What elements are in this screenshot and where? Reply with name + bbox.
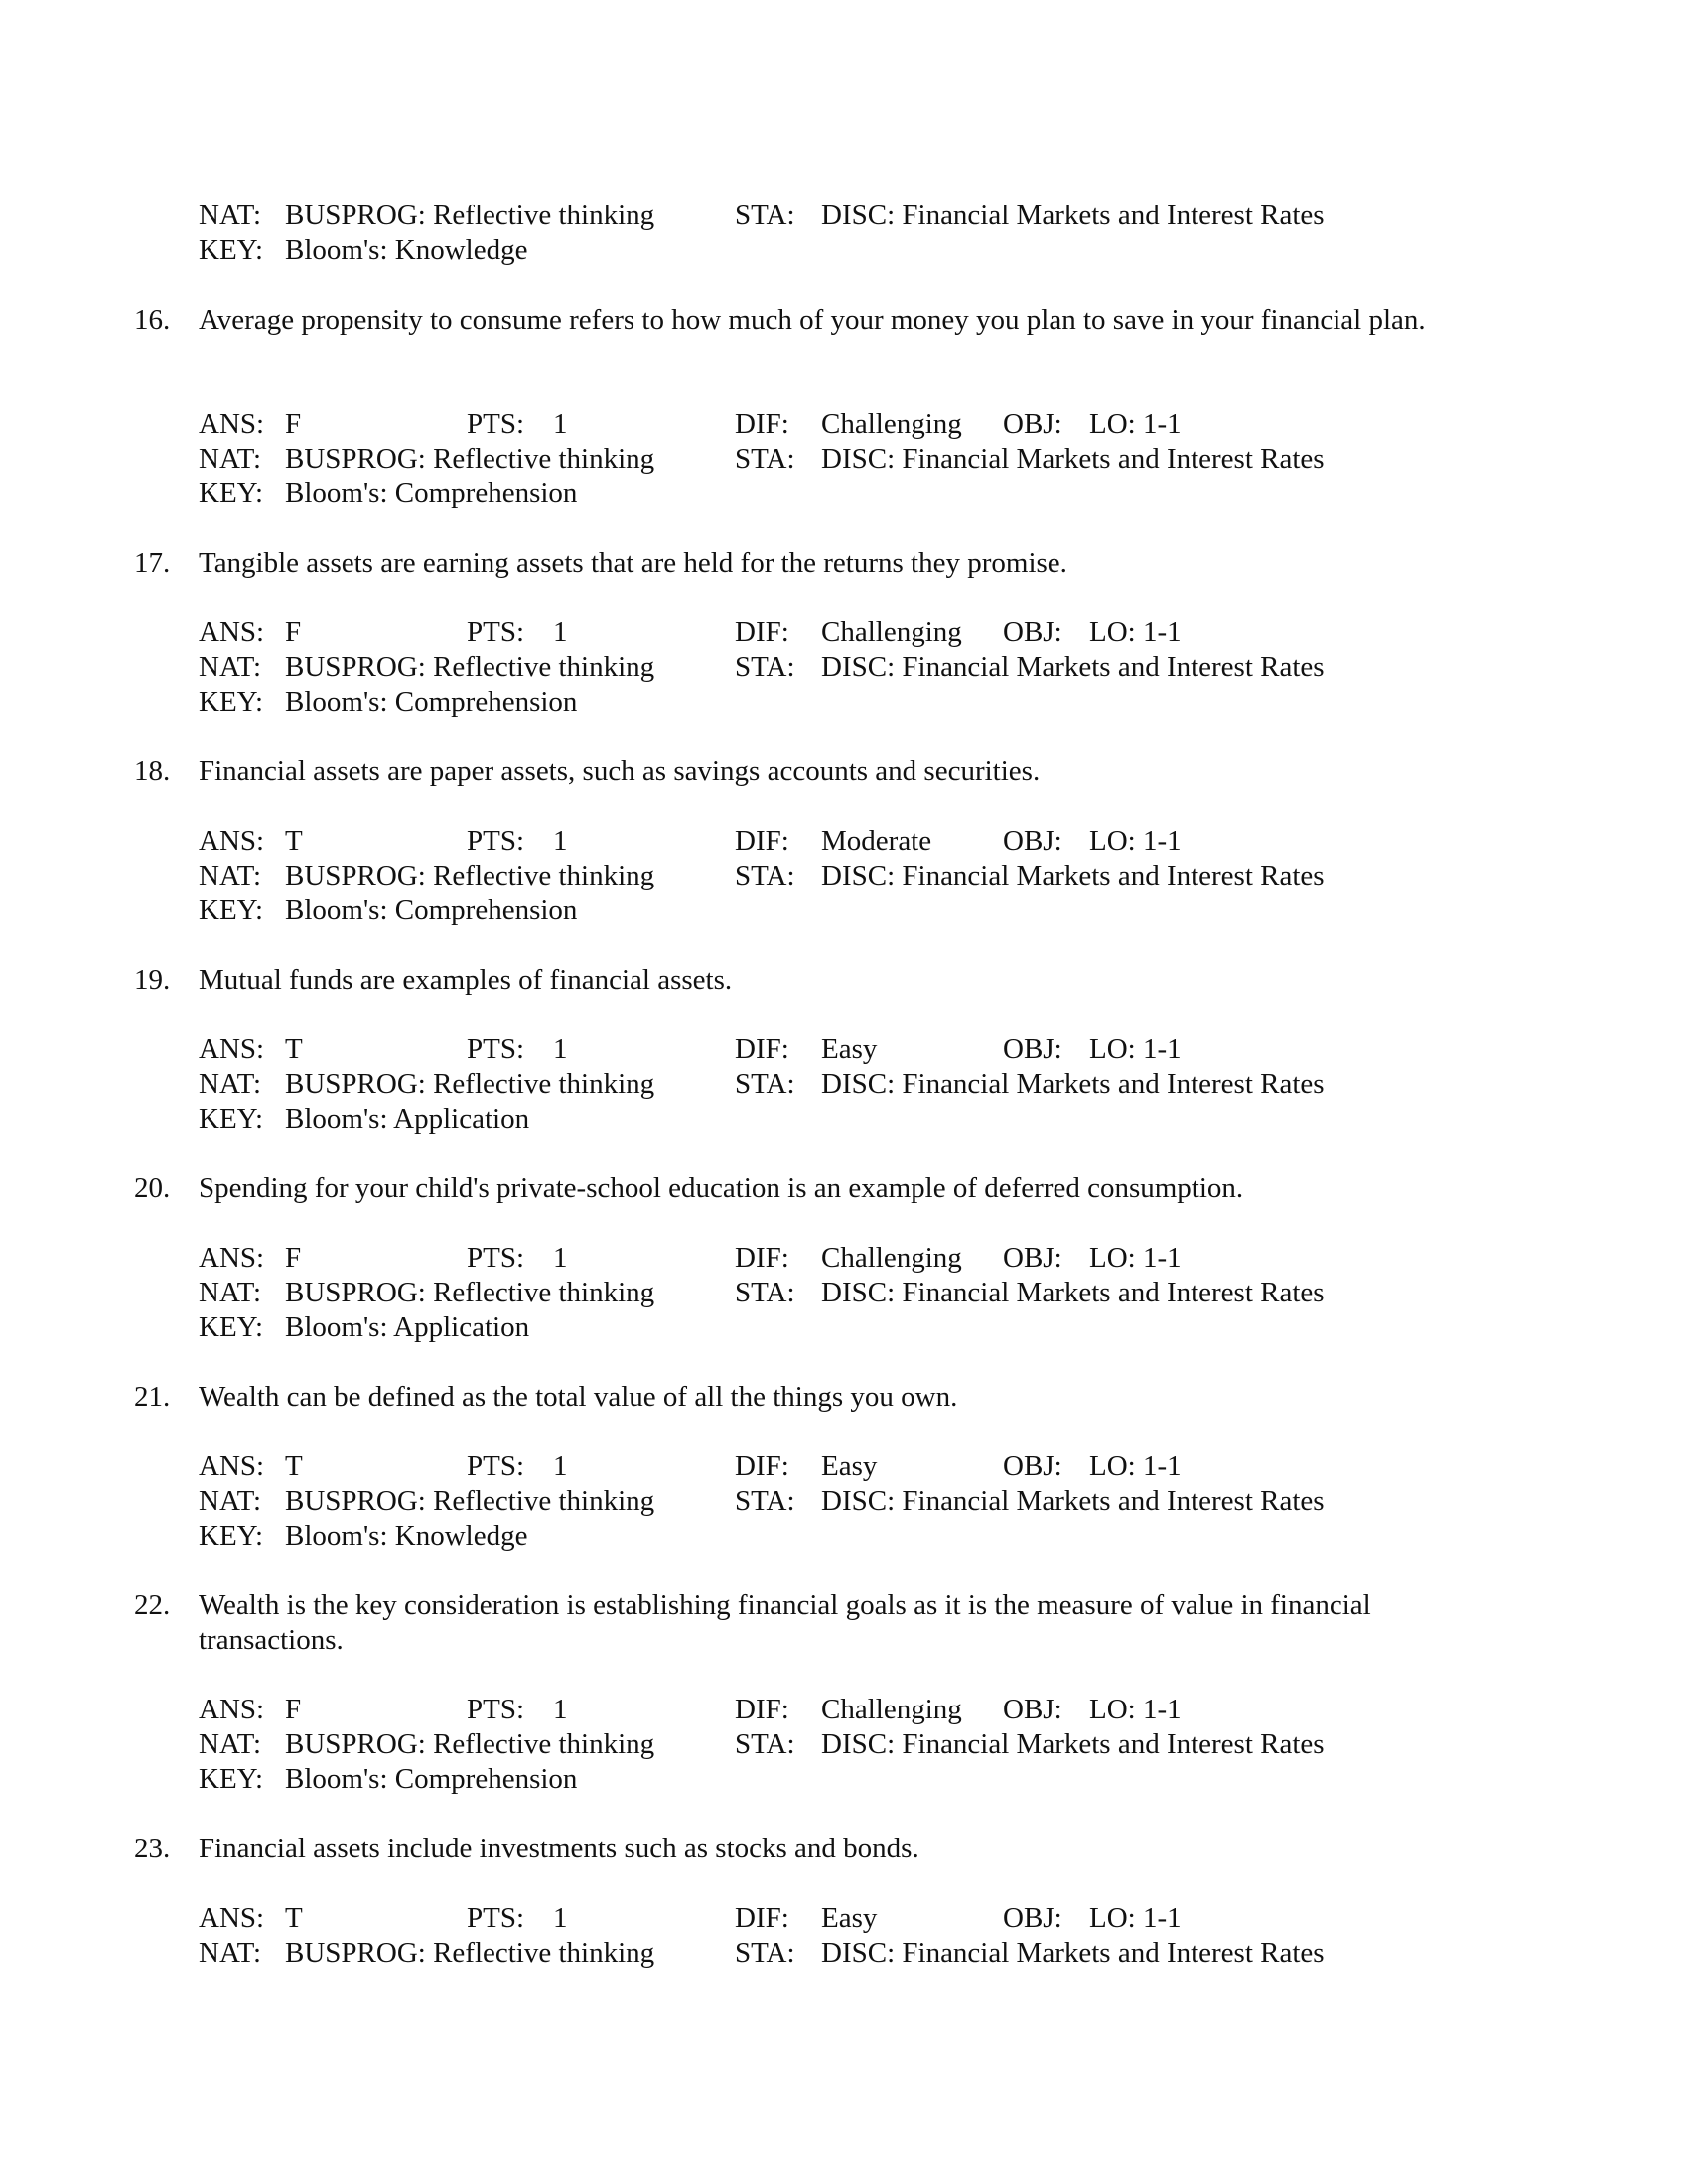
- meta-line-nat-sta: [0, 650, 1688, 685]
- dif-value: Moderate: [821, 825, 932, 857]
- dif-label: DIF:: [735, 1450, 789, 1482]
- nat-label: NAT:: [199, 1728, 261, 1760]
- meta-line-nat-sta: [0, 1067, 1688, 1102]
- obj-label: OBJ:: [1003, 1902, 1062, 1934]
- nat-value: BUSPROG: Reflective thinking: [285, 1068, 655, 1100]
- key-label: KEY:: [199, 234, 263, 266]
- key-value: Bloom's: Comprehension: [285, 894, 578, 926]
- question-text: Average propensity to consume refers to how much of your money you plan to save in your financial plan.: [199, 304, 1426, 336]
- ans-value: T: [285, 1450, 303, 1482]
- ans-label: ANS:: [199, 408, 265, 440]
- sta-label: STA:: [735, 443, 795, 475]
- ans-value: T: [285, 1033, 303, 1065]
- obj-label: OBJ:: [1003, 408, 1062, 440]
- meta-line-nat-sta: [0, 859, 1688, 893]
- question-line: [0, 1832, 1688, 1866]
- nat-label: NAT:: [199, 1937, 261, 1969]
- key-value: Bloom's: Application: [285, 1311, 530, 1343]
- nat-value: BUSPROG: Reflective thinking: [285, 200, 655, 231]
- dif-value: Easy: [821, 1450, 878, 1482]
- question-15-meta: [0, 199, 1688, 268]
- key-label: KEY:: [199, 894, 263, 926]
- key-value: Bloom's: Knowledge: [285, 234, 528, 266]
- question-line: [0, 963, 1688, 998]
- sta-value: DISC: Financial Markets and Interest Rates: [821, 1277, 1325, 1308]
- question-number: 21.: [134, 1381, 171, 1413]
- meta-line-ans: [0, 1241, 1688, 1276]
- dif-label: DIF:: [735, 408, 789, 440]
- sta-value: DISC: Financial Markets and Interest Rates: [821, 1728, 1325, 1760]
- meta-line-ans: [0, 1901, 1688, 1936]
- sta-label: STA:: [735, 1485, 795, 1517]
- meta-line-key: [0, 685, 1688, 720]
- pts-value: 1: [553, 825, 568, 857]
- obj-value: LO: 1-1: [1089, 1242, 1182, 1274]
- question-23: [0, 1832, 1688, 1971]
- ans-value: T: [285, 1902, 303, 1934]
- dif-label: DIF:: [735, 616, 789, 648]
- obj-label: OBJ:: [1003, 616, 1062, 648]
- meta-line-nat-sta: [0, 1276, 1688, 1310]
- pts-value: 1: [553, 1450, 568, 1482]
- ans-value: T: [285, 825, 303, 857]
- meta-line-nat-sta: [0, 199, 1688, 233]
- obj-value: LO: 1-1: [1089, 616, 1182, 648]
- question-number: 17.: [134, 547, 171, 579]
- meta-line-nat-sta: [0, 1727, 1688, 1762]
- key-value: Bloom's: Comprehension: [285, 1763, 578, 1795]
- dif-label: DIF:: [735, 825, 789, 857]
- pts-label: PTS:: [467, 825, 525, 857]
- obj-label: OBJ:: [1003, 1242, 1062, 1274]
- question-19: [0, 963, 1688, 1137]
- ans-label: ANS:: [199, 1450, 265, 1482]
- nat-label: NAT:: [199, 443, 261, 475]
- question-number: 20.: [134, 1172, 171, 1204]
- key-label: KEY:: [199, 1311, 263, 1343]
- question-line: [0, 1380, 1688, 1415]
- sta-label: STA:: [735, 200, 795, 231]
- sta-value: DISC: Financial Markets and Interest Rates: [821, 651, 1325, 683]
- obj-value: LO: 1-1: [1089, 1450, 1182, 1482]
- obj-value: LO: 1-1: [1089, 408, 1182, 440]
- question-line: [0, 303, 1688, 372]
- question-text: Financial assets include investments such as stocks and bonds.: [199, 1833, 919, 1864]
- question-text: Tangible assets are earning assets that are held for the returns they promise.: [199, 547, 1067, 579]
- key-label: KEY:: [199, 1763, 263, 1795]
- dif-value: Challenging: [821, 408, 962, 440]
- ans-label: ANS:: [199, 825, 265, 857]
- question-18: [0, 754, 1688, 928]
- question-line: [0, 754, 1688, 789]
- obj-label: OBJ:: [1003, 1450, 1062, 1482]
- question-number: 22.: [134, 1589, 171, 1621]
- obj-label: OBJ:: [1003, 825, 1062, 857]
- nat-value: BUSPROG: Reflective thinking: [285, 443, 655, 475]
- pts-value: 1: [553, 1694, 568, 1725]
- ans-value: F: [285, 616, 302, 648]
- pts-label: PTS:: [467, 1902, 525, 1934]
- nat-label: NAT:: [199, 651, 261, 683]
- nat-value: BUSPROG: Reflective thinking: [285, 651, 655, 683]
- pts-label: PTS:: [467, 616, 525, 648]
- ans-label: ANS:: [199, 1242, 265, 1274]
- meta-line-ans: [0, 1693, 1688, 1727]
- pts-value: 1: [553, 408, 568, 440]
- key-label: KEY:: [199, 1103, 263, 1135]
- meta-line-key: [0, 477, 1688, 511]
- meta-line-ans: [0, 1449, 1688, 1484]
- dif-value: Challenging: [821, 1694, 962, 1725]
- sta-label: STA:: [735, 1277, 795, 1308]
- obj-value: LO: 1-1: [1089, 1902, 1182, 1934]
- pts-label: PTS:: [467, 408, 525, 440]
- nat-value: BUSPROG: Reflective thinking: [285, 1277, 655, 1308]
- nat-value: BUSPROG: Reflective thinking: [285, 1937, 655, 1969]
- sta-value: DISC: Financial Markets and Interest Rates: [821, 1068, 1325, 1100]
- question-number: 18.: [134, 755, 171, 787]
- question-line: [0, 1588, 1688, 1658]
- pts-value: 1: [553, 616, 568, 648]
- sta-label: STA:: [735, 860, 795, 891]
- question-17: [0, 546, 1688, 720]
- question-22: [0, 1588, 1688, 1797]
- meta-line-nat-sta: [0, 442, 1688, 477]
- dif-value: Challenging: [821, 1242, 962, 1274]
- pts-value: 1: [553, 1033, 568, 1065]
- question-text: Wealth is the key consideration is establishing financial goals as it is the measure of value in financial transactions.: [199, 1589, 1371, 1656]
- sta-value: DISC: Financial Markets and Interest Rates: [821, 200, 1325, 231]
- nat-label: NAT:: [199, 1068, 261, 1100]
- meta-line-ans: [0, 615, 1688, 650]
- meta-line-key: [0, 1762, 1688, 1797]
- dif-value: Challenging: [821, 616, 962, 648]
- key-label: KEY:: [199, 1520, 263, 1552]
- key-label: KEY:: [199, 478, 263, 509]
- meta-line-key: [0, 893, 1688, 928]
- sta-value: DISC: Financial Markets and Interest Rates: [821, 1485, 1325, 1517]
- question-text: Financial assets are paper assets, such as savings accounts and securities.: [199, 755, 1041, 787]
- question-line: [0, 546, 1688, 581]
- meta-line-key: [0, 1102, 1688, 1137]
- meta-line-nat-sta: [0, 1936, 1688, 1971]
- key-value: Bloom's: Comprehension: [285, 686, 578, 718]
- ans-value: F: [285, 1694, 302, 1725]
- pts-label: PTS:: [467, 1450, 525, 1482]
- dif-label: DIF:: [735, 1902, 789, 1934]
- question-20: [0, 1171, 1688, 1345]
- meta-line-key: [0, 233, 1688, 268]
- dif-label: DIF:: [735, 1694, 789, 1725]
- pts-value: 1: [553, 1242, 568, 1274]
- obj-value: LO: 1-1: [1089, 1694, 1182, 1725]
- nat-value: BUSPROG: Reflective thinking: [285, 860, 655, 891]
- question-text: Wealth can be defined as the total value of all the things you own.: [199, 1381, 958, 1413]
- ans-label: ANS:: [199, 1033, 265, 1065]
- ans-value: F: [285, 408, 302, 440]
- nat-value: BUSPROG: Reflective thinking: [285, 1485, 655, 1517]
- ans-label: ANS:: [199, 1694, 265, 1725]
- question-line: [0, 1171, 1688, 1206]
- nat-value: BUSPROG: Reflective thinking: [285, 1728, 655, 1760]
- meta-line-ans: [0, 1032, 1688, 1067]
- meta-line-nat-sta: [0, 1484, 1688, 1519]
- dif-value: Easy: [821, 1902, 878, 1934]
- nat-label: NAT:: [199, 860, 261, 891]
- dif-label: DIF:: [735, 1242, 789, 1274]
- dif-label: DIF:: [735, 1033, 789, 1065]
- key-label: KEY:: [199, 686, 263, 718]
- question-text: Spending for your child's private-school education is an example of deferred consumption.: [199, 1172, 1244, 1204]
- nat-label: NAT:: [199, 1485, 261, 1517]
- question-16: [0, 303, 1688, 511]
- pts-value: 1: [553, 1902, 568, 1934]
- obj-value: LO: 1-1: [1089, 825, 1182, 857]
- ans-label: ANS:: [199, 1902, 265, 1934]
- sta-label: STA:: [735, 1728, 795, 1760]
- question-21: [0, 1380, 1688, 1554]
- meta-line-ans: [0, 407, 1688, 442]
- meta-line-key: [0, 1310, 1688, 1345]
- sta-value: DISC: Financial Markets and Interest Rates: [821, 443, 1325, 475]
- question-number: 19.: [134, 964, 171, 996]
- obj-label: OBJ:: [1003, 1033, 1062, 1065]
- pts-label: PTS:: [467, 1242, 525, 1274]
- nat-label: NAT:: [199, 200, 261, 231]
- nat-label: NAT:: [199, 1277, 261, 1308]
- ans-label: ANS:: [199, 616, 265, 648]
- meta-line-key: [0, 1519, 1688, 1554]
- sta-label: STA:: [735, 651, 795, 683]
- sta-value: DISC: Financial Markets and Interest Rates: [821, 1937, 1325, 1969]
- question-text: Mutual funds are examples of financial assets.: [199, 964, 733, 996]
- question-number: 16.: [134, 304, 171, 336]
- key-value: Bloom's: Application: [285, 1103, 530, 1135]
- obj-label: OBJ:: [1003, 1694, 1062, 1725]
- pts-label: PTS:: [467, 1694, 525, 1725]
- meta-line-ans: [0, 824, 1688, 859]
- sta-value: DISC: Financial Markets and Interest Rates: [821, 860, 1325, 891]
- pts-label: PTS:: [467, 1033, 525, 1065]
- dif-value: Easy: [821, 1033, 878, 1065]
- obj-value: LO: 1-1: [1089, 1033, 1182, 1065]
- key-value: Bloom's: Knowledge: [285, 1520, 528, 1552]
- sta-label: STA:: [735, 1937, 795, 1969]
- question-number: 23.: [134, 1833, 171, 1864]
- key-value: Bloom's: Comprehension: [285, 478, 578, 509]
- ans-value: F: [285, 1242, 302, 1274]
- sta-label: STA:: [735, 1068, 795, 1100]
